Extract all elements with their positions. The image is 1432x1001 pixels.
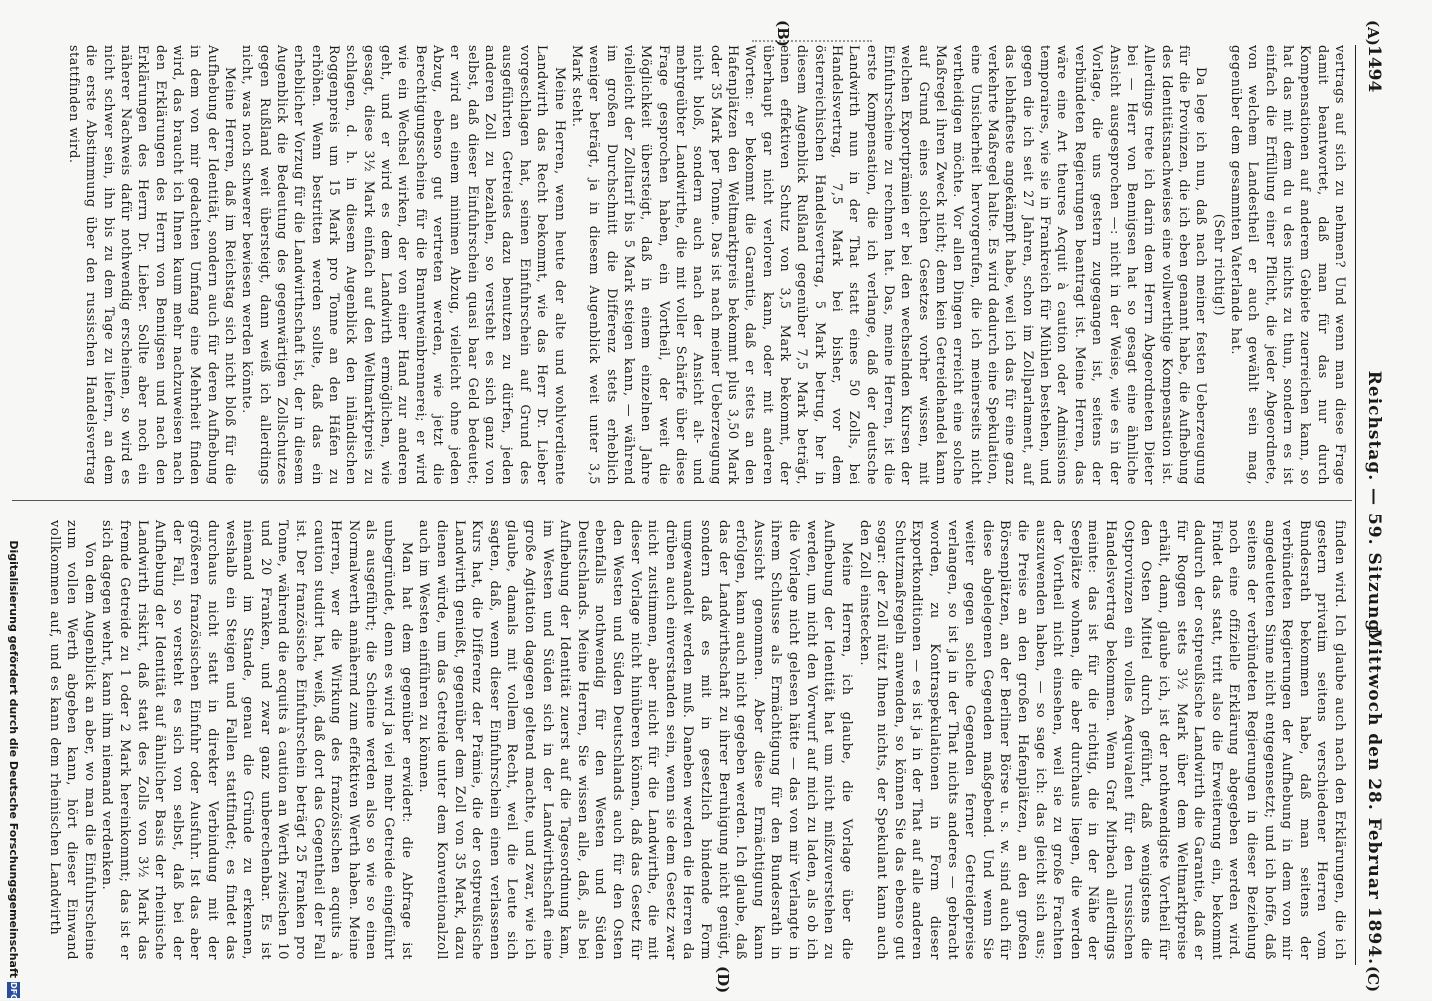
paragraph: Meine Herren, wenn heute der alte und wohlverdiente Landwirth das Recht bekommt, wie das Herr Dr. Lieber vorgeschlagen hat, seinen Einfuhrschein auf Grund des ausgeführten Getreides dazu benutzen zu dürfen, jeden anderen Zoll zu bezahlen, so versteht es sich ganz von selbst, daß dieser Einfuhrschein quasi baar Geld bedeutet; er wird an einem minimen Abzug, vielleicht ohne jeden Abzug, ebenso gut vertreten werden, wie jetzt die Berechtigungsscheine für die Branntweinbrennerei; er wird wie ein Wechsel wirken, der von einer Hand zur anderen geht, und er wird es dem Landwirth ermöglichen, wie gesagt, diese 3½ Mark einfach auf den Weltmarktpreis zu schlagen, d. h. in diesem Augenblick den inländischen Roggenpreis um 15 Mark pro Tonne an den Häfen zu erhöhen. Wenn bestritten werden sollte, daß das ein erheblicher Vorzug für die Landwirthschaft ist, der in diesem Augenblick die Bedeutung des gegenwärtigen Zollschutzes gegen Rußland weit übersteigt, dann weiß ich allerdings nicht, was noch schwerer bewiesen werden könnte. [239,45,567,485]
page-number: 1494 [1364,45,1384,93]
page-date: Mittwoch den 28. Februar 1894. [1364,628,1384,965]
margin-dots [752,40,872,42]
interjection: (Sehr richtig!) [1210,213,1226,317]
paragraph: Von dem Augenblick an aber, wo man die Einfuhrscheine zum vollen Werth abgeben kann, hört dieser Einwand vollkommen auf, und es kann dem rheinischen Landwirth [46,520,97,960]
paragraph: Meine Herren, daß im Reichstag sich nicht bloß für die Aufhebung der Identität, sondern auch für deren Aufhebung in dem von mir gedachten Umfang eine Mehrheit finden wird, das braucht ich Ihnen kaum mehr nachzuweisen nach den Erklärungen des Herrn von Bennigsen und nach den Erklärungen des Herrn Dr. Lieber. Sollte aber noch ein näherer Nachweis dafür nothwendig erscheinen, so wird es nicht schwer sein, ihn bis zu dem Tage zu liefern, an dem die erste Abstimmung über den russischen Handelsvertrag stattfinden wird. [65,45,237,485]
margin-marker-d: (D) [714,966,732,994]
right-column [45,520,1348,960]
margin-marker-c: (C) [1364,966,1382,993]
paragraph: finden wird. Ich glaube auch nach den Erklärungen, die ich gestern privatim seitens verschiedener Herren vom Bundesrath bekommen habe, daß man seitens der verbündeten Regierungen der Aufhebung in dem von mir angedeuteten Sinne nicht entgegensetzt; und ich hoffe, daß seitens der verbündeten Regierungen in dieser Beziehung noch eine offizielle Erklärung abgegeben werden wird. Findet das statt, tritt also die Erweiterung ein, bekommt dadurch der ostpreußische Landwirth die Garantie, daß er für Roggen stets 3½ Mark über dem Weltmarktpreise erhält, dann, glaube ich, ist der nothwendigste Vortheil für den Osten Mittel durch geführt, daß wenigstens die Ostprovinzen ein volles Aequivalent für den russischen Handelsvertrag bekommen. Wenn Graf Mirbach allerdings meinte: das ist für die richtig, die in der Nähe der Seeplätze wohnen, die aber durchaus liegen, die werden der Vortheil nicht einsehen, weil sie zu große Frachten auszuwenden haben, — so sage ich: das gleicht sich aus; die Preise an den großen Hafenplätzen, an den großen Börsenplätzen, an der Berliner Börse u. s. w. sind auch für diese abgelegenen Gegenden maßgebend. Und wenn Sie weiter gegen solche Gegenden ferner Getreidepreise verlangen, so ist ja in der That nichts anderes — gebracht worden, zu Kontraspekulationen in Form dieser Exportkonditionen — es ist ja in der That auf alle anderen Schutzmaßregeln anwenden, so können Sie das ebenso gut sogar: der Zoll nützt Ihnen nichts, der Spekulant kann auch den Zoll einstecken. [856,520,1347,960]
dfg-logo: DFG [9,982,18,1001]
page-title: Reichstag. — 59. Sitzung. [1364,370,1384,640]
paragraph: vertrags auf sich zu nehmen? Und wenn man diese Frage damit beantwortet, daß man für das nur durch Kompensationen auf anderem Gebiete zuerreichen kann, so hat das mit dem du u des nichts zu thun, sondern es ist einfach die Erfüllung einer Pflicht, die jeder Abgeordnete, von welchem Landestheil er auch gewählt sein mag, gegenüber dem gesammten Vaterlande hat. [1227,45,1347,485]
margin-marker-a: (A) [1364,20,1382,46]
page-header [1358,45,1384,965]
page-footer [6,0,20,1000]
margin-marker-b: (B) [774,20,792,47]
paragraph: Man hat dem gegenüber erwidert: die Abfrage ist unbegründet, denn es wird ja viel mehr Getreide eingeführt als ausgeführt; die Scheine werden also so wie so einen Normalwerth annähernd zum effektiven Werth haben. Meine Herren, wer die Wirkung des französischen acquits à caution studirt hat, weiß, daß dort das Gegentheil der Fall ist. Der französische Einfuhrschein beträgt 25 Franken pro Tonne, während die acquits à caution an Werth zwischen 10 und 20 Franken, und zwar ganz unberechenbar. Es ist niemand im Stande, genau die Gründe zu erkennen, weshalb ein Steigen und Fallen stattfindet; es findet das durchaus nicht statt in direkter Verbindung mit der größeren französischen Einfuhr oder Ausfuhr. Ist das aber der Fall, so versteht es sich von selbst, daß bei der Aufhebung der Identität auf ähnlicher Basis der rheinische Landwirth riskirt, daß statt des Zolls von 3½ Mark das fremde Getreide zu 1 oder 2 Mark hereinkommt; das ist er sich dagegen wehrt, kann ihm niemand verdenken. [99,520,414,960]
paragraph: Meine Herren, ich glaube, die Vorlage über die Aufhebung der Identität hat um nicht mißzuverstehen zu werden, um nicht den Vorwurf auf mich zu laden, als ob ich die Vorlage nicht gelesen hätte — das von mir Verlangte in ihrem Schlusse als Ermächtigung für den Bundesrath in Aussicht genommen. Aber diese Ermächtigung kann erfolgen, kann auch nicht gegeben werden. Ich glaube, daß das der Landwirthschaft zu ihrer Beruhigung nicht genügt, sondern daß es mit in gesetzlich bindende Form umgewandelt werden muß. Daneben werden die Herren da drüben auch einverstanden sein, wenn sie dem Gesetz zwar nicht zustimmen, aber nicht für die Landwirthe, die mit dieser Vorlage nicht hinüberen können, daß das Gesetz für den Westen und Süden Deutschlands auch für den Osten ebenfalls nothwendig für den Westen und Süden Deutschlands. Meine Herren, Sie wissen alle, daß, als bei Aufhebung der Identität zuerst auf die Tagesordnung kam, im Westen und Süden sich in der Landwirthschaft eine große Agitation dagegen geltend machte, und zwar, wie ich glaube, damals mit vollem Recht, weil die Leute sich sagten, daß, wenn dieser Einfuhrschein einen verlassenen Kurs hat, die Differenz der Prämie, die der ostpreußische Landwirth genießt, gegenüber dem Zoll von 35 Mark, dazu dienen würde, um das Getreide unter dem Konventionalzoll auch im Westen einführen zu können. [416,520,854,960]
left-column [65,45,1348,485]
paragraph: Da lege ich nun, daß nach meiner festen Ueberzeugung für die Provinzen, die ich eben genannt habe, die Aufhebung des Identitätsnachweises eine vollwerthige Kompensation ist. Allerdings trete ich darin dem Herrn Abgeordneten Dieter bei — Herr von Bennigsen hat so gesagt eine ähnliche Ansicht ausgesprochen —: nicht in der Weise, wie es in der Vorlage, die uns gestern zugegangen ist, seitens der verbündeten Regierungen beantragt ist. Meine Herren, das wäre eine Art theures Acquit à caution oder Admissions temporaires, wie sie in Frankreich für Mühlen bestehen, und gegen die ich seit 27 Jahren, schon im Zollparlament, auf das lebhafteste angekämpft habe, weil ich das für eine ganz verkehrte Maßregel halte. Es wird dadurch eine Spekulation, eine Unsicherheit hervorgerufen, die ich meinerseits nicht vertheidigen möchte. Vor allen Dingen erreicht eine solche Maßregel ihren Zweck nicht; denn kein Getreidehandel kann auf Grund eines solchen Gesetzes vorher wissen, mit welchen Exportprämien er bei den wechselnden Kursen der Einfuhrscheine zu rechnen hat. Das, meine Herren, ist die erste Kompensation, die ich verlange, daß der deutsche Landwirth nun in der That statt eines 50 Zolls, bei Handelsvertrag, 7,5 Mark bei bisher, vor dem österreichischen Handelsvertrag, 5 Mark betrug, her in diesem Augenblick Rußland gegenüber 7,5 Mark beträgt, einen effektiven Schutz von 3,5 Mark bekommt, der überhaupt gar nicht verloren kann, oder mit anderen Worten: er bekommt die Garantie, daß er stets an den Hafenplätzen den Weltmarktpreis bekommt plus 3,50 Mark oder 35 Mark per Tonne. Das ist nach meiner Ueberzeugung nicht bloß, sondern auch nach der Ansicht alt- und mehrgeübter Landwirthe, die mit voller Schärfe über diese Frage gesprochen haben, ein Vortheil, der weit die Möglichkeit übersteigt, daß in einem einzelnen Jahre vielleicht der Zolltarif bis 5 Mark steigen kann, — während im großen Durchschnitt die Differenz stets erheblich weniger beträgt, ja in diesem Augenblick weit unter 3,5 Mark steht. [568,45,1209,485]
header-rule [1355,45,1356,965]
digitization-credit: Digitalisierung gefördert durch die Deutsche Forschungsgemeinschaft [7,540,20,978]
column-divider [12,500,1352,501]
